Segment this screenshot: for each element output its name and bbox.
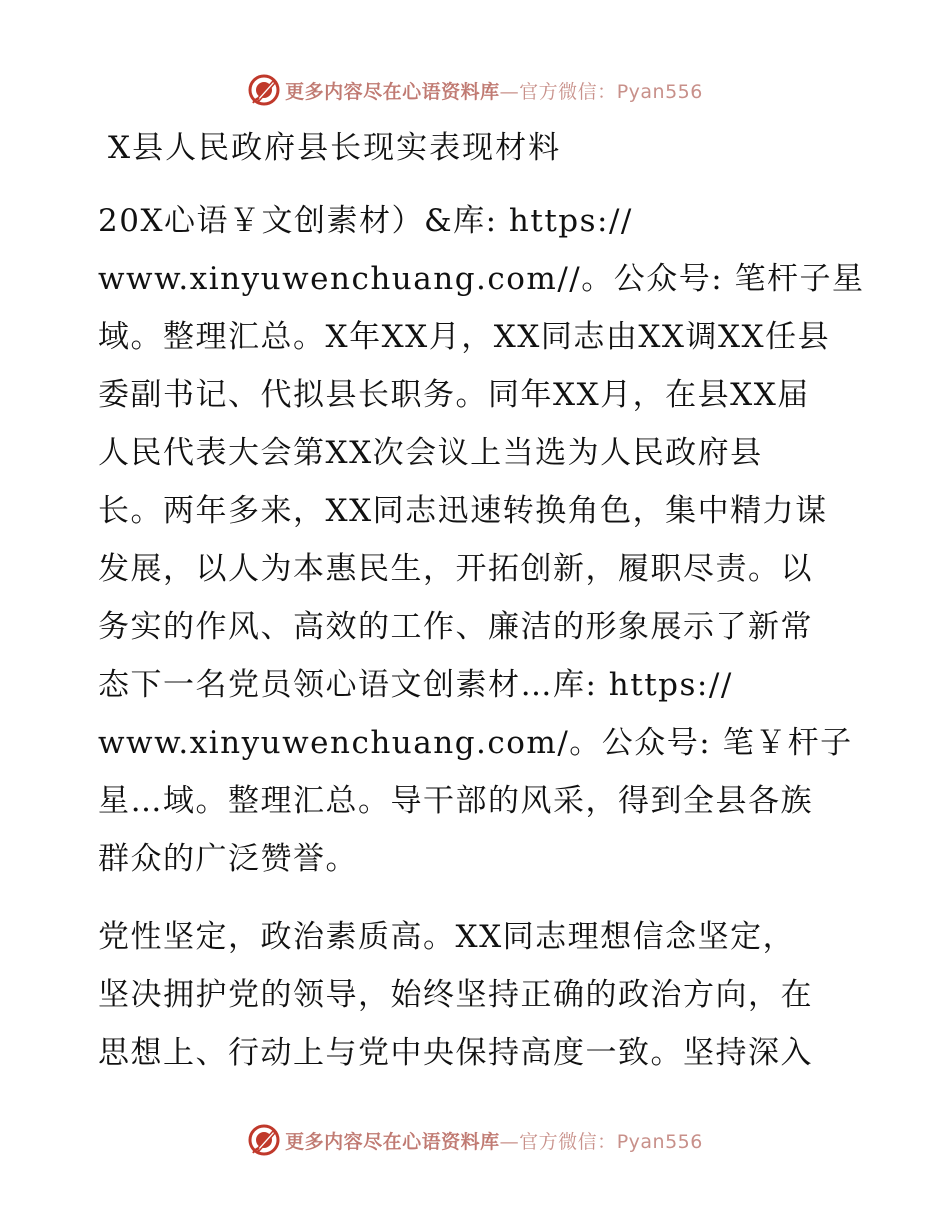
text-line: 星…域。整理汇总。导干部的风采，得到全县各族 xyxy=(98,783,813,819)
text-line: 坚决拥护党的领导，始终坚持正确的政治方向，在 xyxy=(98,977,813,1013)
banner-main-text: 更多内容尽在心语资料库 xyxy=(285,1130,500,1153)
text-line: 人民代表大会第XX次会议上当选为人民政府县 xyxy=(98,435,763,471)
text-line: 党性坚定，政治素质高。XX同志理想信念坚定， xyxy=(98,919,796,955)
text-line: 思想上、行动上与党中央保持高度一致。坚持深入 xyxy=(98,1035,813,1071)
banner-wechat-label: 官方微信： xyxy=(519,80,617,103)
paragraph-intro xyxy=(98,192,868,888)
banner-wechat-id: Pyan556 xyxy=(616,80,703,103)
pen-logo-icon xyxy=(247,1123,281,1157)
text-line: 态下一名党员领心语文创素材…库: https:// xyxy=(98,667,733,703)
text-line: www.xinyuwenchuang.com/。公众号: 笔￥杆子 xyxy=(98,725,853,761)
text-line: www.xinyuwenchuang.com//。公众号: 笔杆子星 xyxy=(98,261,865,297)
banner-dash: — xyxy=(499,80,520,103)
header-watermark-banner xyxy=(0,70,950,110)
banner-wechat-label: 官方微信： xyxy=(519,1130,617,1153)
text-line: 务实的作风、高效的工作、廉洁的形象展示了新常 xyxy=(98,609,813,645)
text-line: 委副书记、代拟县长职务。同年XX月，在县XX届 xyxy=(98,377,810,413)
text-line: 发展，以人为本惠民生，开拓创新，履职尽责。以 xyxy=(98,551,813,587)
pen-logo-icon xyxy=(247,73,281,107)
document-title: X县人民政府县长现实表现材料 xyxy=(108,130,562,166)
banner-text xyxy=(285,1127,703,1154)
paragraph-party-spirit xyxy=(98,908,868,1082)
text-line: 群众的广泛赞誉。 xyxy=(98,841,358,877)
text-line: 20X心语￥文创素材）&库: https:// xyxy=(98,203,633,239)
banner-dash: — xyxy=(499,1130,520,1153)
banner-wechat-id: Pyan556 xyxy=(616,1130,703,1153)
text-line: 长。两年多来，XX同志迅速转换角色，集中精力谋 xyxy=(98,493,828,529)
banner-main-text: 更多内容尽在心语资料库 xyxy=(285,80,500,103)
banner-text xyxy=(285,77,703,104)
text-line: 域。整理汇总。X年XX月，XX同志由XX调XX任县 xyxy=(98,319,831,355)
footer-watermark-banner xyxy=(0,1120,950,1160)
